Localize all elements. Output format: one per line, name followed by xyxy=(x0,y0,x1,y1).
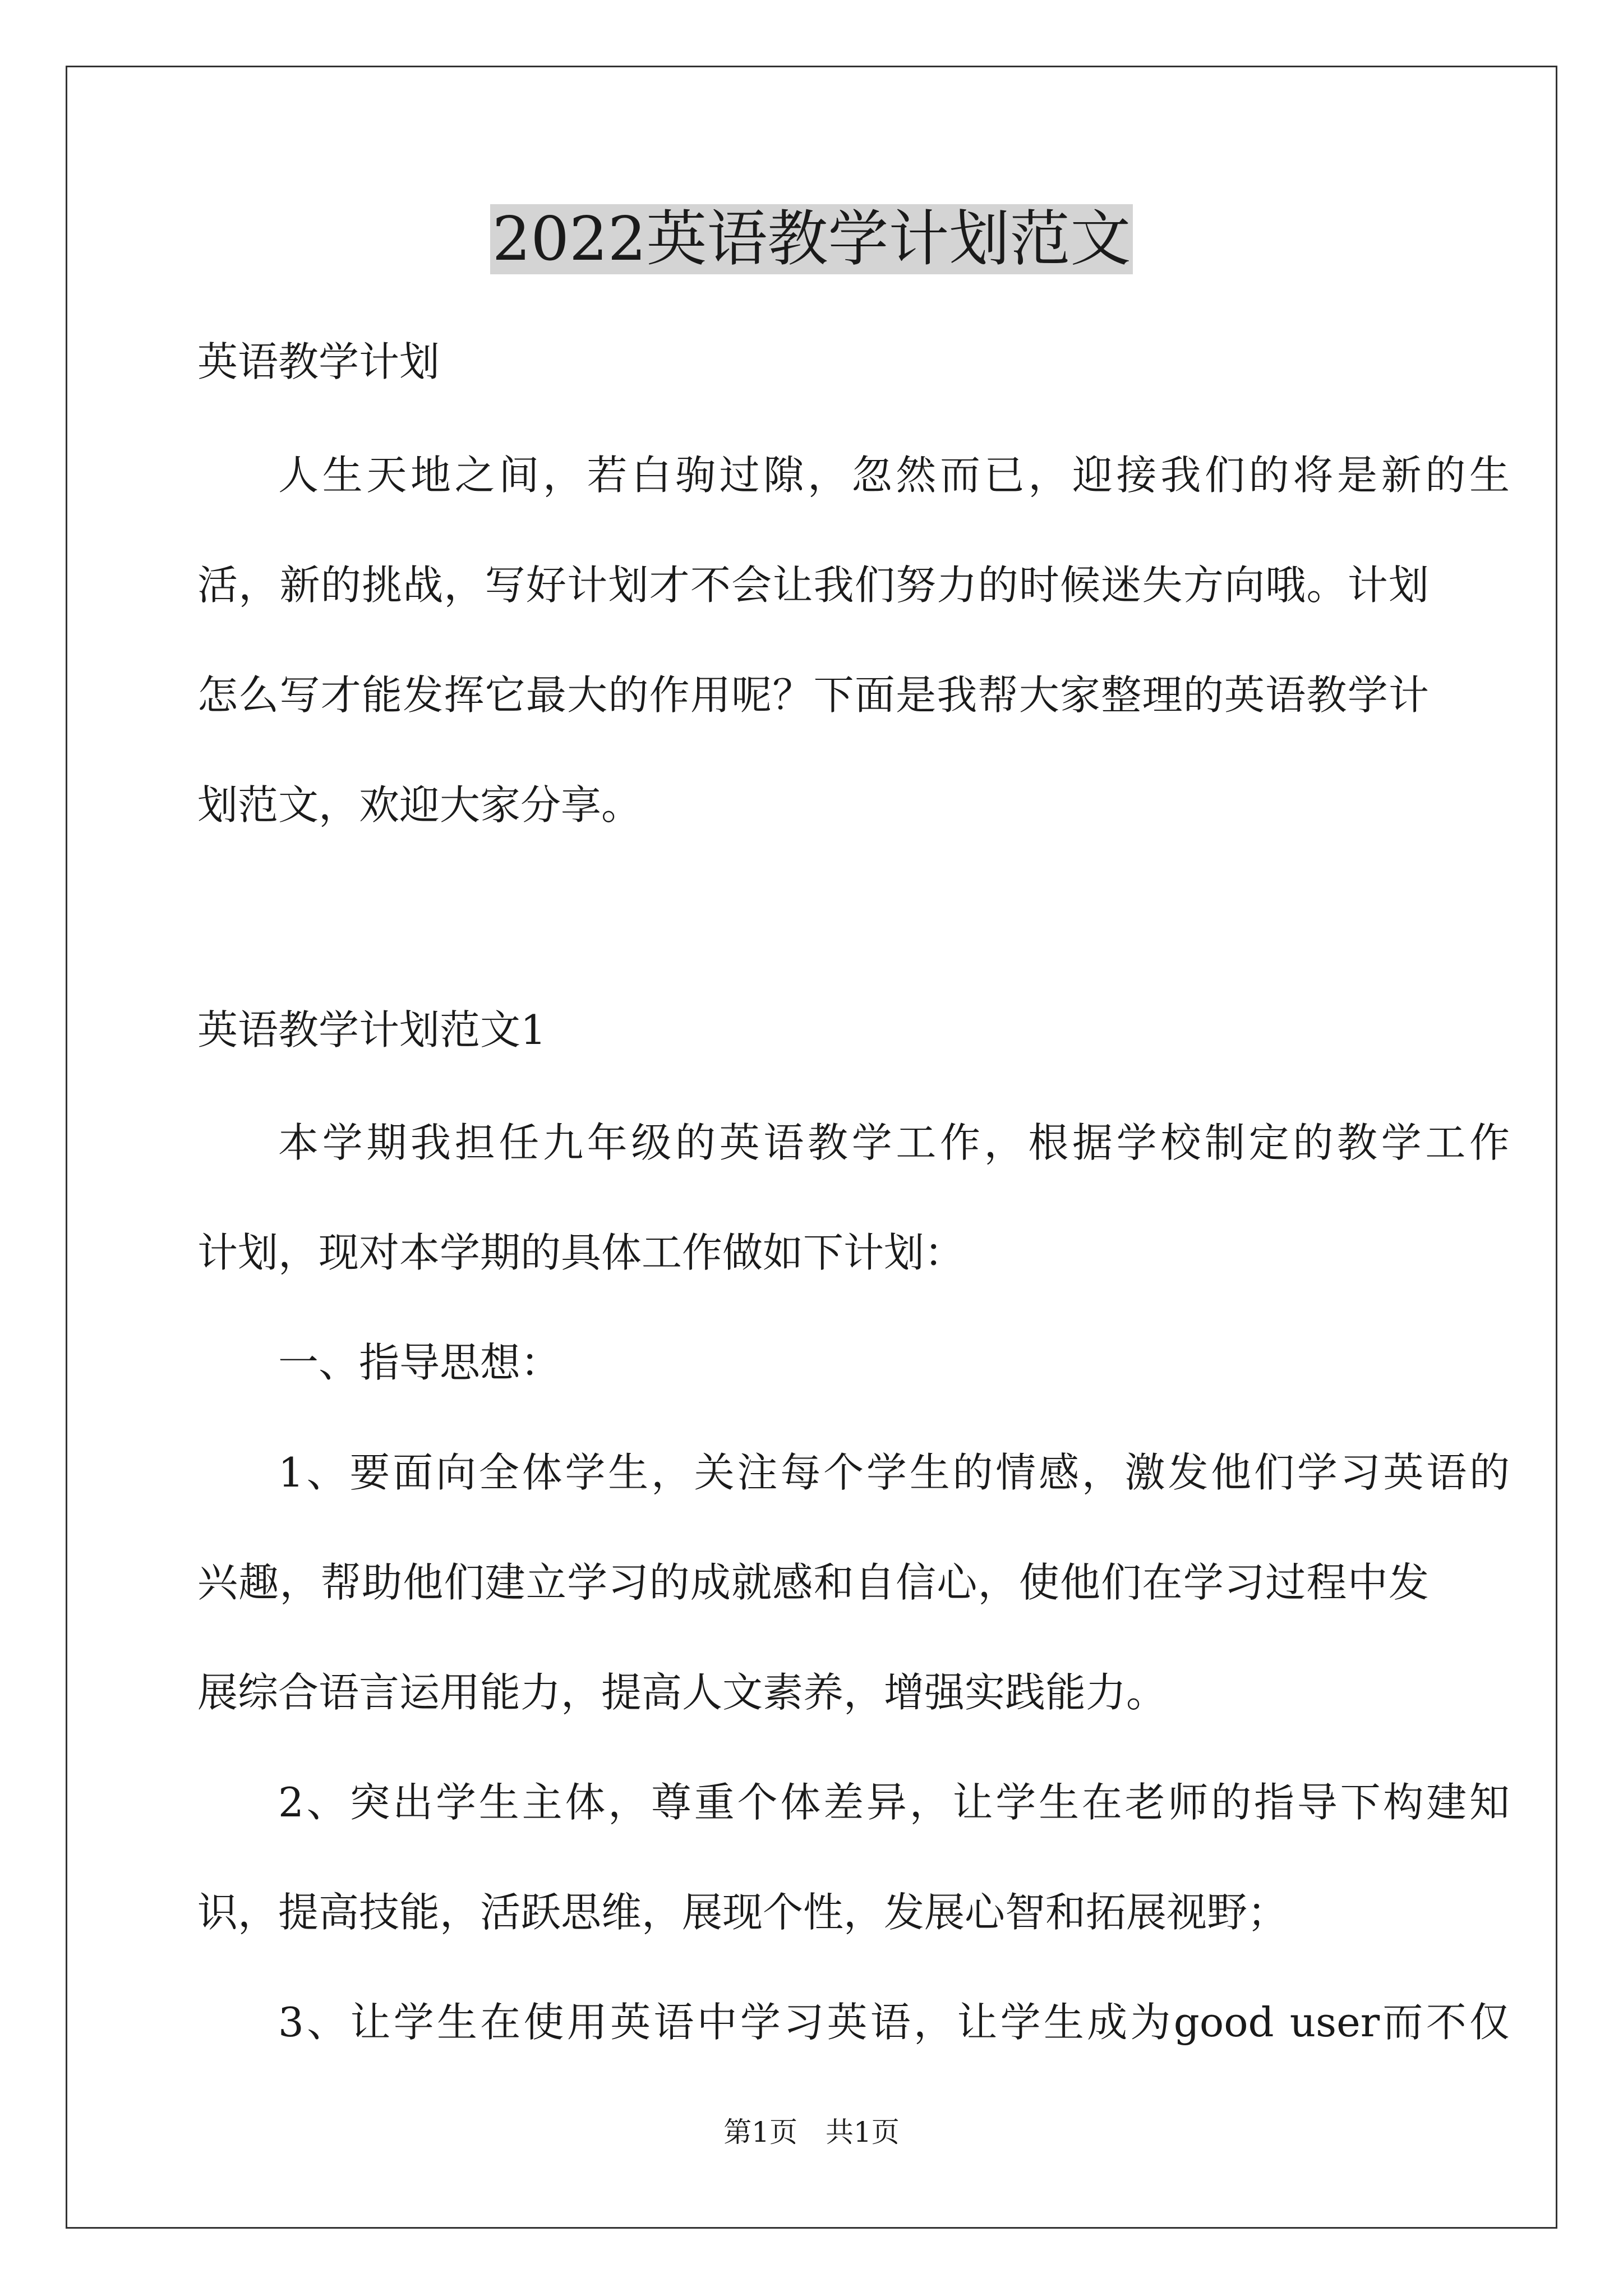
page-number: 第1页 xyxy=(723,2116,797,2148)
document-title-text: 2022英语教学计划范文 xyxy=(490,204,1133,274)
paragraph-line: 展综合语言运用能力，提高人文素养，增强实践能力。 xyxy=(197,1669,1167,1716)
paragraph-line: 人生天地之间，若白驹过隙，忽然而已，迎接我们的将是新的生 xyxy=(278,452,1510,499)
paragraph-line: 1、要面向全体学生，关注每个学生的情感，激发他们学习英语的 xyxy=(278,1449,1510,1496)
page-footer xyxy=(0,2113,1623,2152)
paragraph-line: 识，提高技能，活跃思维，展现个性，发展心智和拓展视野； xyxy=(197,1889,1288,1936)
paragraph-line: 本学期我担任九年级的英语教学工作，根据学校制定的教学工作 xyxy=(278,1119,1510,1166)
paragraph-line: 兴趣，帮助他们建立学习的成就感和自信心，使他们在学习过程中发 xyxy=(197,1559,1429,1606)
section-heading: 英语教学计划 xyxy=(197,338,440,385)
document-title xyxy=(0,197,1623,282)
subheading: 一、指导思想： xyxy=(278,1339,561,1386)
paragraph-line: 2、突出学生主体，尊重个体差异，让学生在老师的指导下构建知 xyxy=(278,1779,1510,1826)
page-total: 共1页 xyxy=(826,2116,900,2148)
paragraph-line: 怎么写才能发挥它最大的作用呢？下面是我帮大家整理的英语教学计 xyxy=(197,671,1429,719)
paragraph-line: 3、让学生在使用英语中学习英语，让学生成为good user而不仅 xyxy=(278,1999,1510,2046)
paragraph-line: 活，新的挑战，写好计划才不会让我们努力的时候迷失方向哦。计划 xyxy=(197,562,1429,609)
paragraph-line: 划范文，欢迎大家分享。 xyxy=(197,781,642,829)
section-heading: 英语教学计划范文1 xyxy=(197,1006,546,1053)
paragraph-line: 计划，现对本学期的具体工作做如下计划： xyxy=(197,1229,965,1276)
